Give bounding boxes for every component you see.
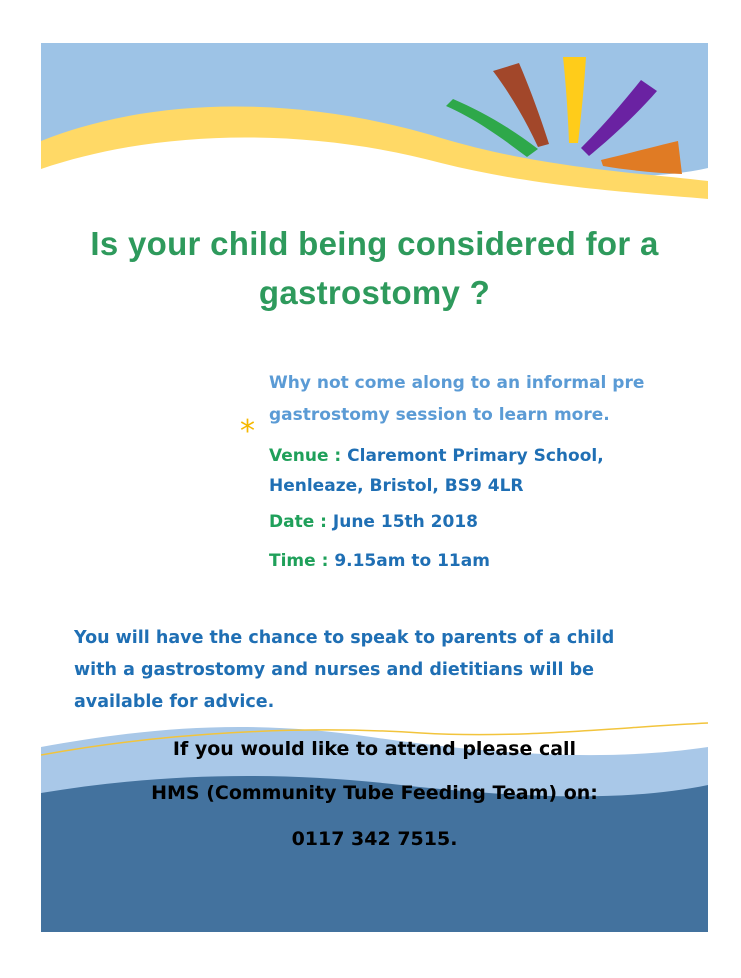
time-detail [269,546,689,576]
invite-line-1: Why not come along to an informal pre [269,373,645,393]
date-value: June 15th 2018 [332,512,478,532]
time-value: 9.15am to 11am [334,551,490,571]
chance-line-1: You will have the chance to speak to parents of a child [74,628,615,648]
venue-detail [269,441,689,501]
headline [41,219,708,317]
invite-line-2: gastrostomy session to learn more. [269,405,610,425]
date-detail [269,507,689,537]
call-line-1: If you would like to attend please call [172,738,577,760]
date-label: Date : [269,512,327,532]
chance-line-2: with a gastrostomy and nurses and dietitians will be [74,660,594,680]
venue-value-line-2: Henleaze, Bristol, BS9 4LR [269,476,524,496]
chance-line-3: available for advice. [74,692,275,712]
headline-line-1: Is your child being considered for a [90,225,659,262]
chance-paragraph [74,622,694,718]
phone-number: 0117 342 7515. [291,828,458,850]
event-details [269,441,689,576]
venue-label: Venue : [269,446,342,466]
flyer-page [41,43,708,932]
header-sun-banner [41,43,708,203]
time-label: Time : [269,551,329,571]
asterisk-star-icon: * [240,414,255,449]
invite-text [269,367,689,431]
headline-line-2: gastrostomy ? [258,274,491,311]
call-to-action [41,729,708,861]
venue-value-line-1: Claremont Primary School, [347,446,604,466]
call-line-2: HMS (Community Tube Feeding Team) on: [151,782,598,804]
